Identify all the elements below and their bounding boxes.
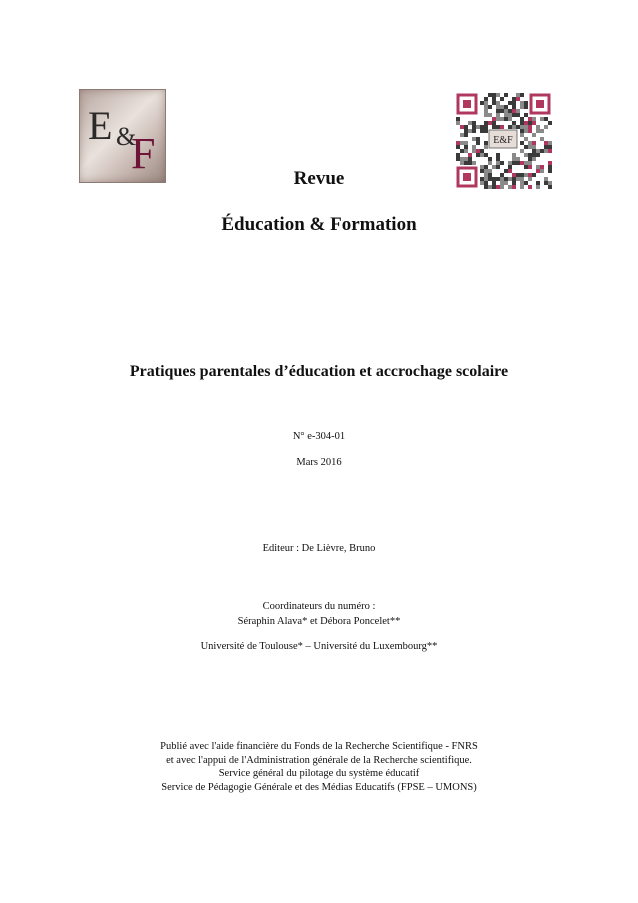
coordinators-names: Séraphin Alava* et Débora Poncelet**	[237, 616, 401, 627]
publication-note: Service de Pédagogie Générale et des Médias Educatifs (FPSE – UMONS)	[161, 781, 477, 793]
issue-number: N° e-304-01	[292, 431, 346, 442]
coordinators-affiliations: Université de Toulouse* – Université du Luxembourg**	[200, 641, 438, 652]
issue-date: Mars 2016	[296, 457, 342, 468]
journal-label: Revue	[293, 168, 345, 189]
publication-notes	[0, 740, 638, 794]
logo-ampersand: &	[116, 122, 137, 151]
publication-note: et avec l'appui de l'Administration générale de la Recherche scientifique.	[166, 754, 472, 766]
article-title: Pratiques parentales d’éducation et accrochage scolaire	[129, 363, 509, 380]
publication-note: Service général du pilotage du système éducatif	[218, 768, 420, 779]
publication-note: Publié avec l'aide financière du Fonds de la Recherche Scientifique - FNRS	[160, 741, 478, 752]
journal-name: Éducation & Formation	[221, 214, 417, 235]
logo-letter-e: E	[88, 103, 113, 148]
logo-letter-f: F	[131, 129, 156, 178]
editor-line: Editeur : De Lièvre, Bruno	[262, 543, 376, 554]
coordinators-label: Coordinateurs du numéro :	[262, 601, 376, 612]
qr-center-logo: E&F	[493, 135, 513, 146]
